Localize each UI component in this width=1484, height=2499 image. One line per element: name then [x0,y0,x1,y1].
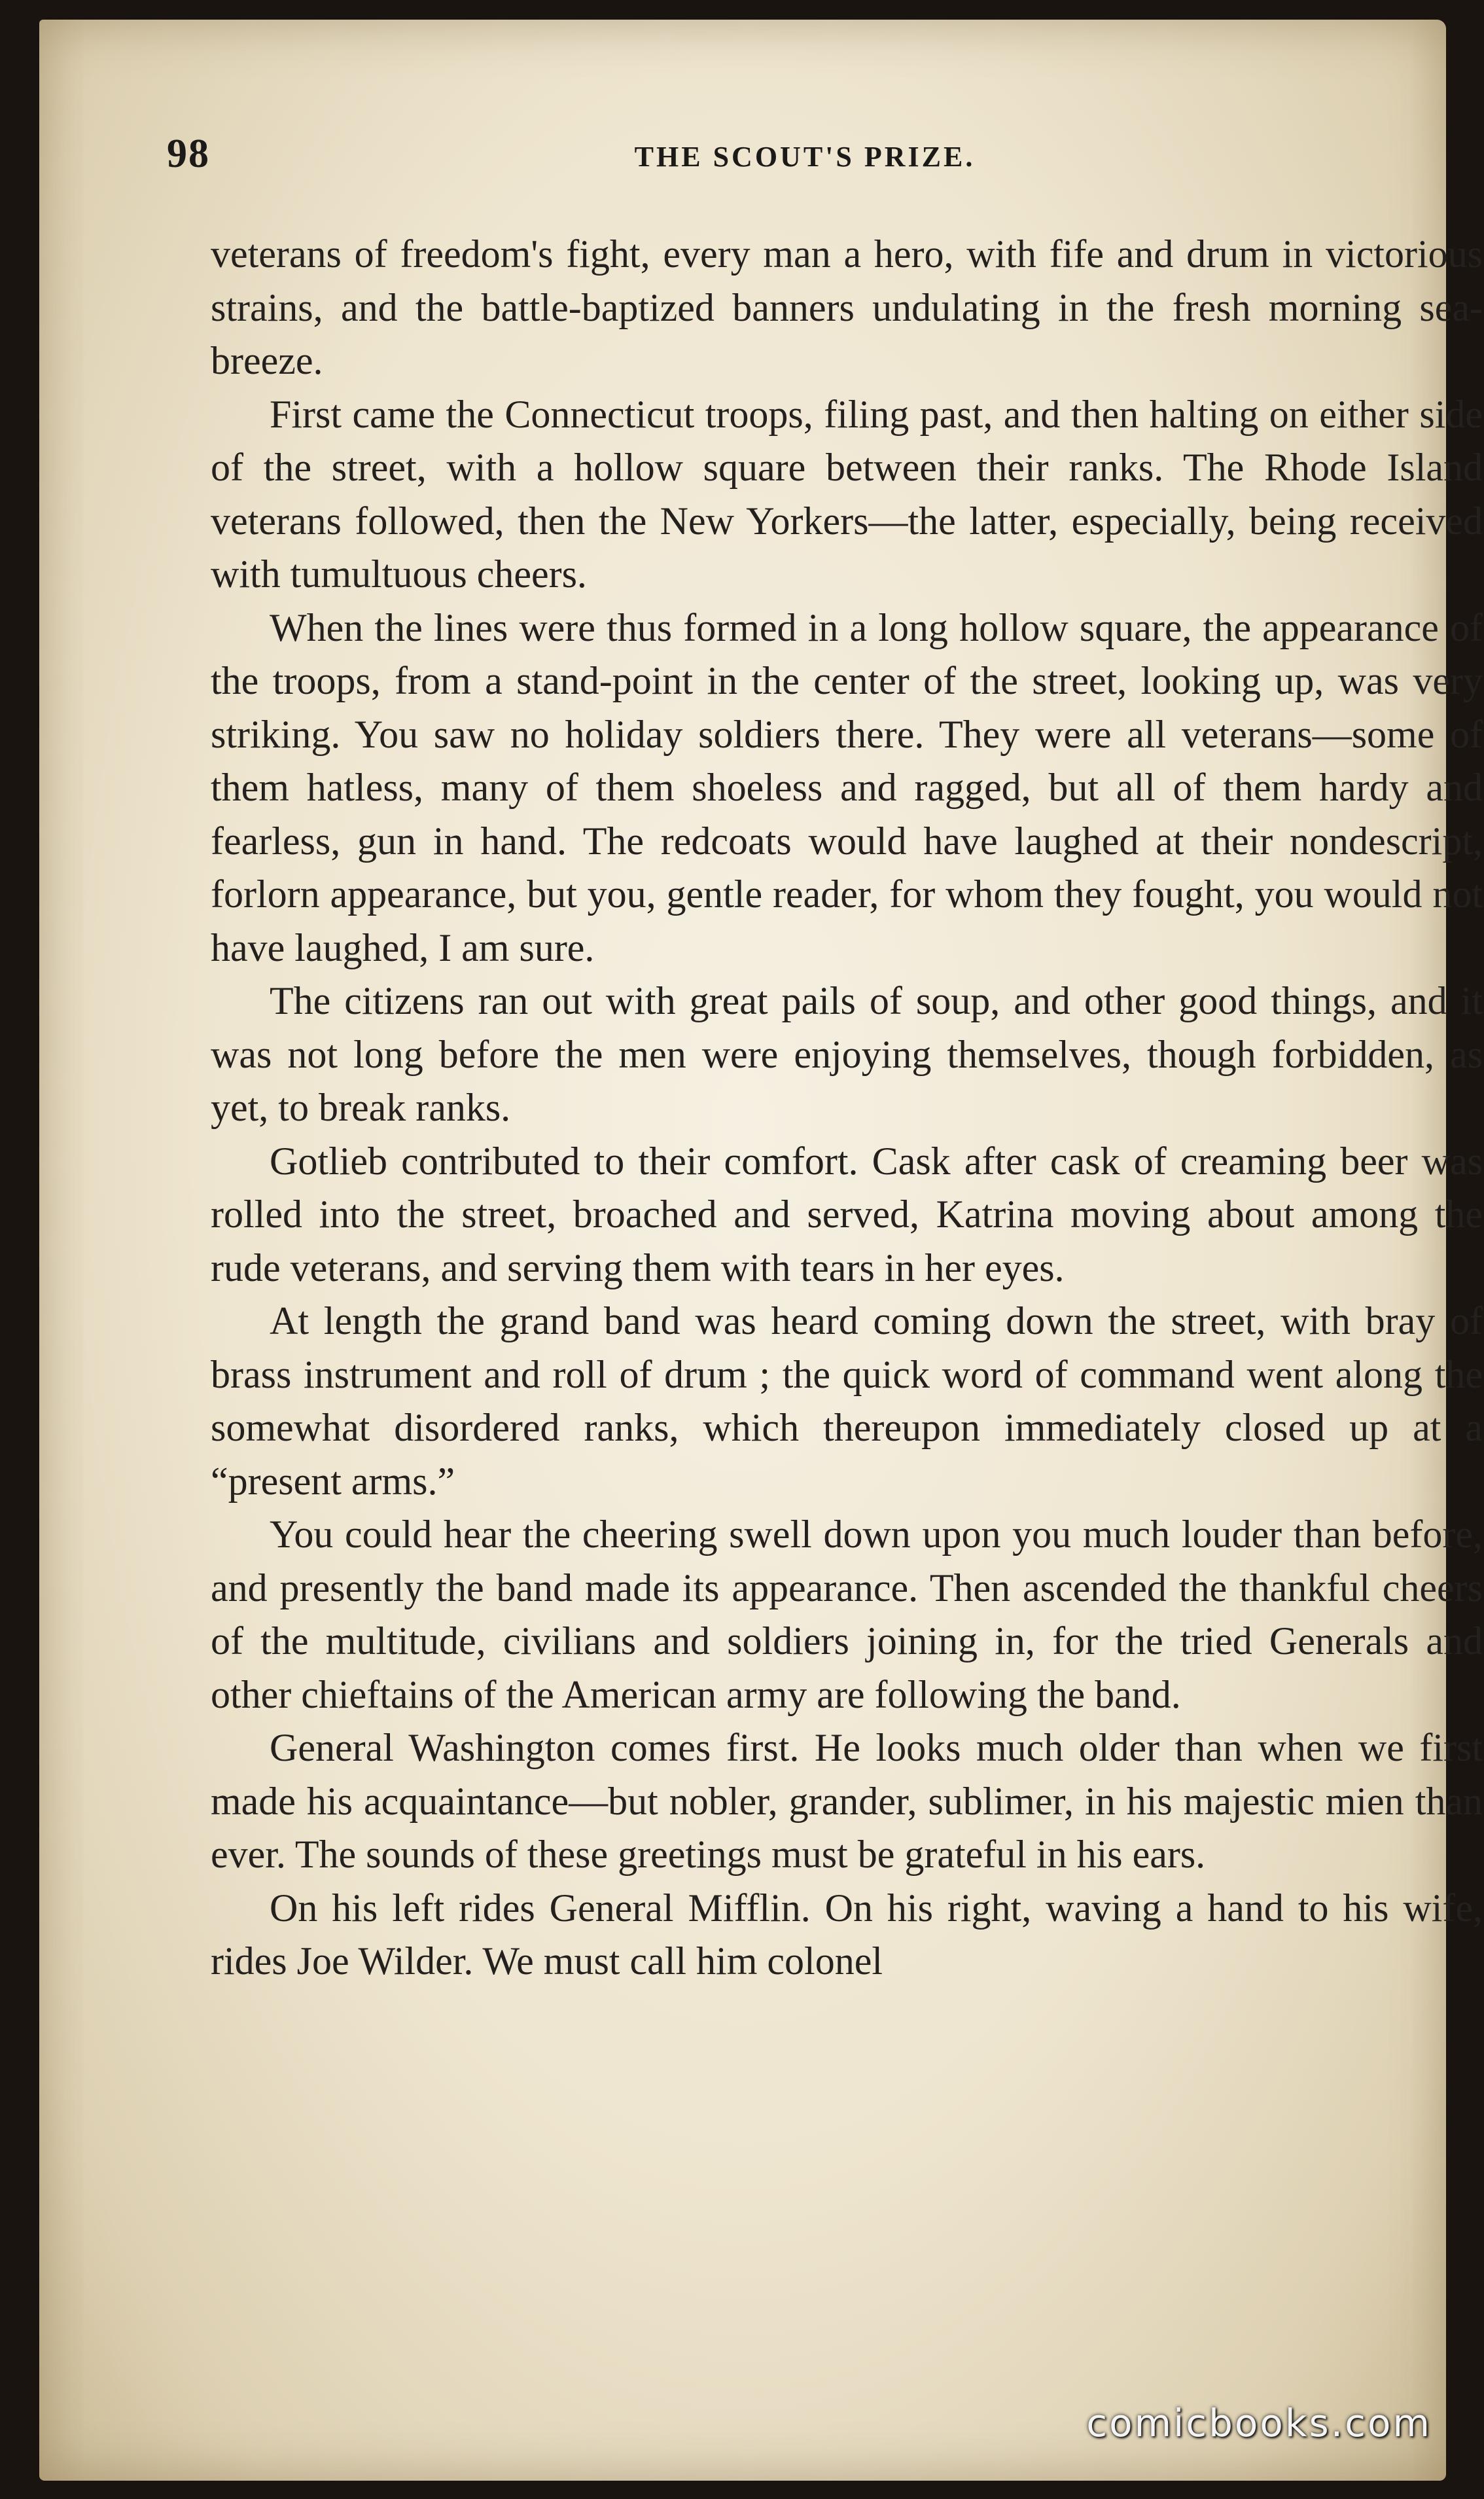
page-number: 98 [167,132,210,176]
paragraph: veterans of freedom's fight, every man a hero, with fife and drum in victorious strains, and the battle-baptized banners undulating in the fresh morning sea-breeze. [211,232,1483,382]
paragraph: General Washington comes first. He looks much older than when we first made his acquaintance—but nobler, grander, sublimer, in his majestic mien than ever. The sounds of these greetings must be grateful in his ears. [211,1726,1483,1876]
running-title: THE SCOUT'S PRIZE. [634,141,976,173]
paragraph: When the lines were thus formed in a long hollow square, the appearance of the troops, from a stand-point in the center of the street, looking up, was very striking. You saw no holiday soldiers there. They were all veterans—some of them hatless, many of them shoeless and ragged, but all of them hardy and fearless, gun in hand. The redcoats would have laughed at their nondescript, forlorn appearance, but you, gentle reader, for whom they fought, you would not have laughed, I am sure. [211,605,1483,969]
paragraph: At length the grand band was heard coming down the street, with bray of brass instrument and roll of drum ; the quick word of command went along the somewhat disordered ranks, which thereupon immediately closed up at a “present arms.” [211,1299,1483,1503]
paragraph: The citizens ran out with great pails of soup, and other good things, and it was not long before the men were enjoying themselves, though forbidden, as yet, to break ranks. [211,979,1483,1129]
book-page [39,20,1483,2481]
paragraph: On his left rides General Mifflin. On his right, waving a hand to his wife, rides Joe Wilder. We must call him colonel [211,1886,1483,1983]
page-header [167,131,1443,196]
paragraph: First came the Connecticut troops, filing past, and then halting on either side of the street, with a hollow square between their ranks. The Rhode Island veterans followed, then the New Yorkers—the latter, especially, being received with tumultuous cheers. [211,392,1483,596]
watermark: comicbooks.com [1086,2401,1432,2445]
body-text [211,228,1483,1988]
paragraph: You could hear the cheering swell down upon you much louder than before, and presently the band made its appearance. Then ascended the thankful cheers of the multitude, civilians and soldiers joining in, for the tried Generals and other chieftains of the American army are following the band. [211,1513,1483,1716]
paragraph: Gotlieb contributed to their comfort. Cask after cask of creaming beer was rolled into the street, broached and served, Katrina moving about among the rude veterans, and serving them with tears in her eyes. [211,1139,1483,1289]
